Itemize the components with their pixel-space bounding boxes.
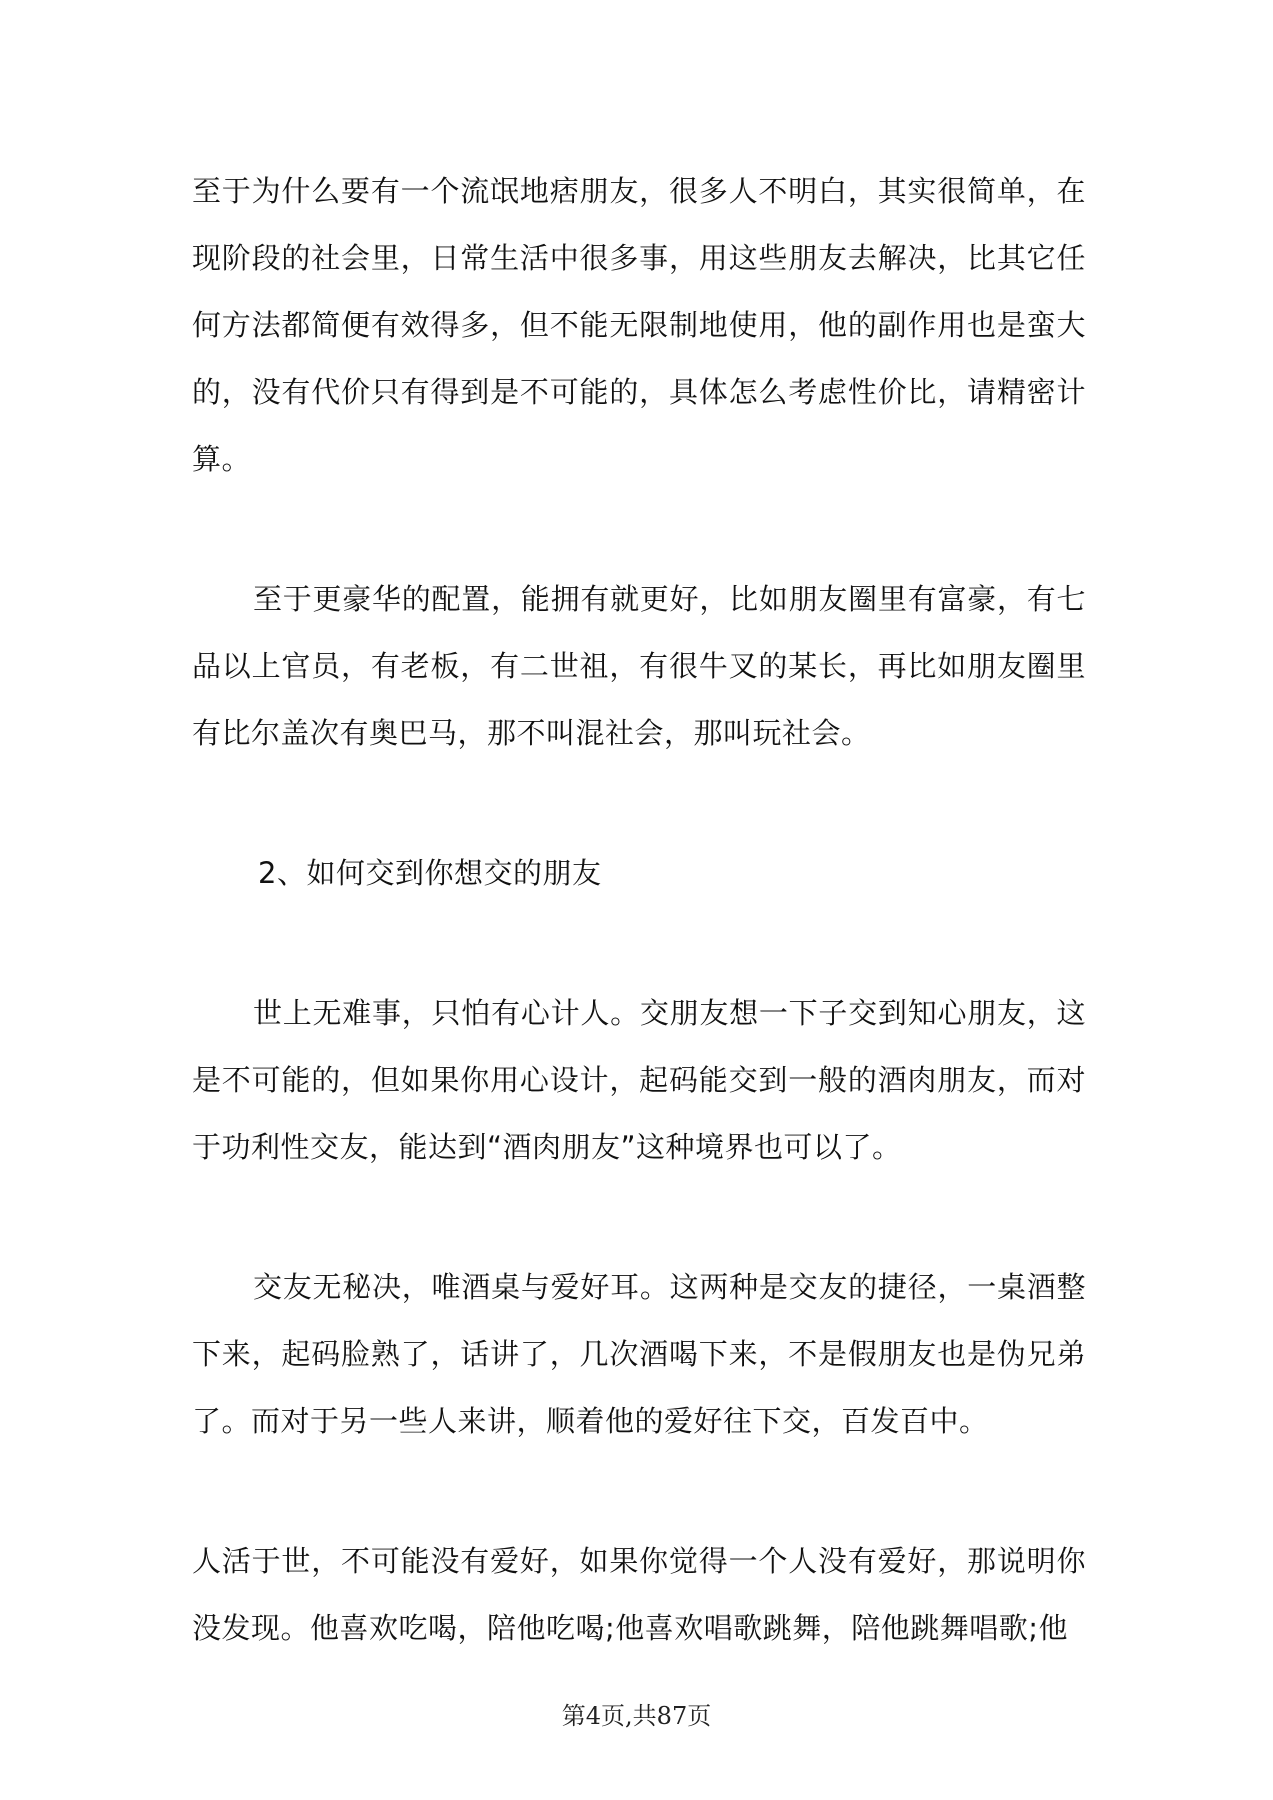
paragraph-spacer: [192, 767, 1086, 840]
paragraph-4: 交友无秘决，唯酒桌与爱好耳。这两种是交友的捷径，一桌酒整下来，起码脸熟了，话讲了，几次酒喝下来，不是假朋友也是伪兄弟了。而对于另一些人来讲，顺着他的爱好往下交，百发百中。: [192, 1270, 1086, 1438]
paragraph-1: 至于为什么要有一个流氓地痞朋友，很多人不明白，其实很简单，在现阶段的社会里，日常生活中很多事，用这些朋友去解决，比其它任何方法都简便有效得多，但不能无限制地使用，他的副作用也是蛮大的，没有代价只有得到是不可能的，具体怎么考虑性价比，请精密计算。: [192, 174, 1086, 476]
paragraph-spacer: [192, 1181, 1086, 1254]
paragraph-spacer: [192, 493, 1086, 566]
paragraph-3: 世上无难事，只怕有心计人。交朋友想一下子交到知心朋友，这是不可能的，但如果你用心设计，起码能交到一般的酒肉朋友，而对于功利性交友，能达到“酒肉朋友”这种境界也可以了。: [192, 996, 1086, 1164]
paragraph-spacer: [192, 1455, 1086, 1528]
page-number-footer: 第4页,共87页: [561, 1702, 712, 1730]
section-heading: 2、如何交到你想交的朋友: [258, 856, 602, 890]
paragraph-2: 至于更豪华的配置，能拥有就更好，比如朋友圈里有富豪，有七品以上官员，有老板，有二世祖，有很牛叉的某长，再比如朋友圈里有比尔盖次有奥巴马，那不叫混社会，那叫玩社会。: [192, 582, 1086, 750]
document-body: [192, 158, 1086, 1662]
paragraph-5: 人活于世，不可能没有爱好，如果你觉得一个人没有爱好，那说明你没发现。他喜欢吃喝，陪他吃喝;他喜欢唱歌跳舞，陪他跳舞唱歌;他: [192, 1544, 1086, 1645]
paragraph-spacer: [192, 907, 1086, 980]
